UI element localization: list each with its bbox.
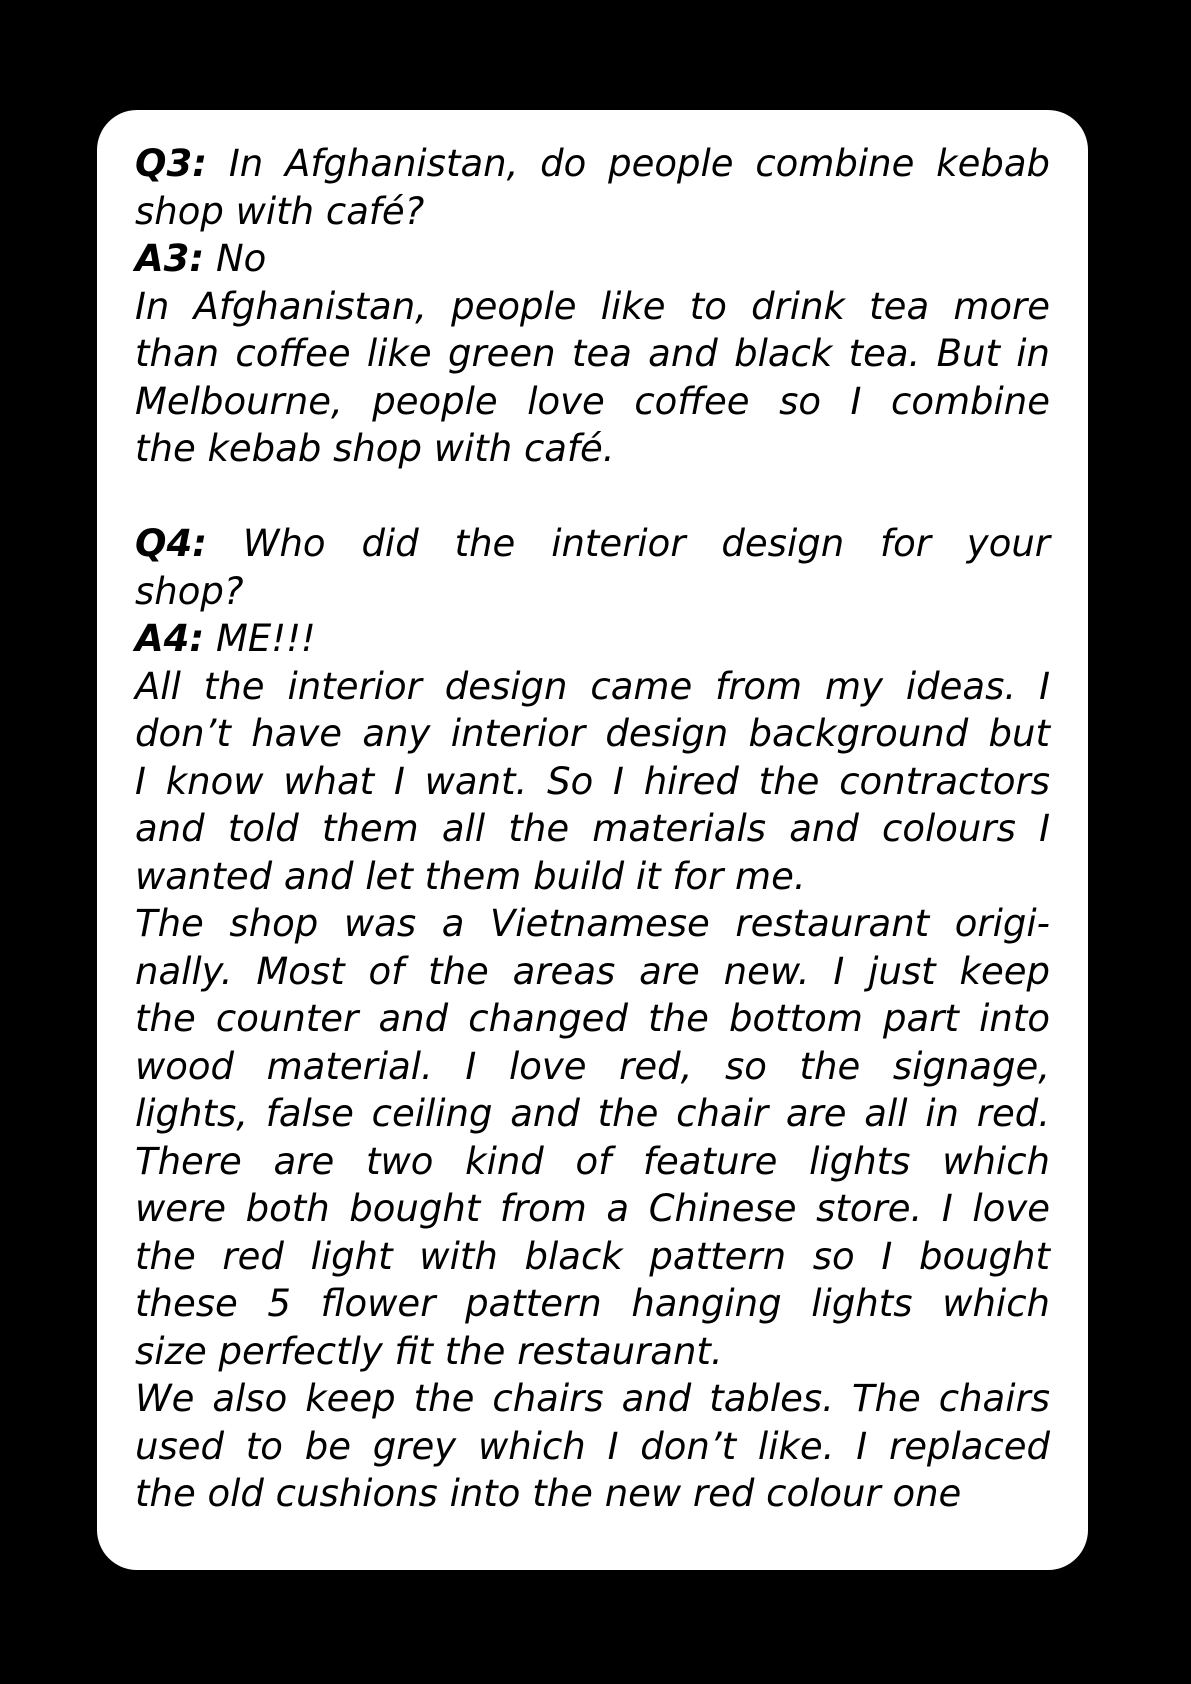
paragraph-line: the counter and changed the bottom part into [135, 997, 1050, 1040]
paragraph-line: used to be grey which I don’t like. I replaced [135, 1424, 1050, 1468]
answer-paragraph [135, 283, 1050, 473]
paragraph-line: Melbourne, people love coffee so I combine [135, 379, 1050, 423]
paragraph-line: don’t have any interior design background but [135, 712, 1050, 755]
paragraph-line: lights, false ceiling and the chair are all in red. [135, 1092, 1050, 1135]
paragraph-line: the red light with black pattern so I bought [135, 1234, 1050, 1278]
answer-label: A3: [135, 237, 205, 280]
paragraph-line: In Afghanistan, people like to drink tea more [135, 284, 1050, 328]
paragraph-line: The shop was a Vietnamese restaurant origi- [135, 902, 1050, 945]
question-line: Q4: Who did the interior design for your [135, 522, 1050, 565]
paragraph-line: these 5 flower pattern hanging lights which [135, 1282, 1050, 1325]
paragraph-line: nally. Most of the areas are new. I just keep [135, 949, 1050, 993]
paragraph-line: We also keep the chairs and tables. The chairs [135, 1377, 1050, 1420]
spacer [135, 473, 1050, 521]
paragraph-line: wood material. I love red, so the signage, [135, 1044, 1050, 1088]
question-line: Q3: In Afghanistan, do people combine kebab [135, 142, 1050, 185]
paragraph-line: wanted and let them build it for me. [135, 854, 806, 898]
paragraph-line: than coffee like green tea and black tea. But in [135, 332, 1050, 375]
paragraph-line: the old cushions into the new red colour one [135, 1472, 962, 1515]
question-label: Q3: [135, 142, 207, 185]
paragraph-line: I know what I want. So I hired the contractors [135, 759, 1050, 803]
text-card [97, 110, 1088, 1570]
paragraph-line: the kebab shop with café. [135, 427, 615, 470]
answer-line [135, 615, 1050, 663]
qa-block-q3 [135, 140, 1050, 473]
answer-line [135, 235, 1050, 283]
question-line: shop with café? [135, 189, 425, 233]
qa-block-q4 [135, 520, 1050, 1518]
answer-paragraph [135, 663, 1050, 901]
answer-paragraph [135, 900, 1050, 1375]
paragraph-line: size perfectly fit the restaurant. [135, 1329, 723, 1373]
question-label: Q4: [135, 522, 207, 565]
answer-short: ME!!! [215, 617, 316, 660]
paragraph-line: There are two kind of feature lights which [135, 1139, 1050, 1183]
answer-short: No [215, 237, 267, 280]
paragraph-line: and told them all the materials and colours I [135, 807, 1050, 850]
answer-label: A4: [135, 617, 205, 660]
paragraph-line: All the interior design came from my ideas. I [135, 664, 1050, 708]
answer-paragraph [135, 1375, 1050, 1518]
paragraph-line: were both bought from a Chinese store. I love [135, 1187, 1050, 1230]
question-line: shop? [135, 569, 244, 613]
